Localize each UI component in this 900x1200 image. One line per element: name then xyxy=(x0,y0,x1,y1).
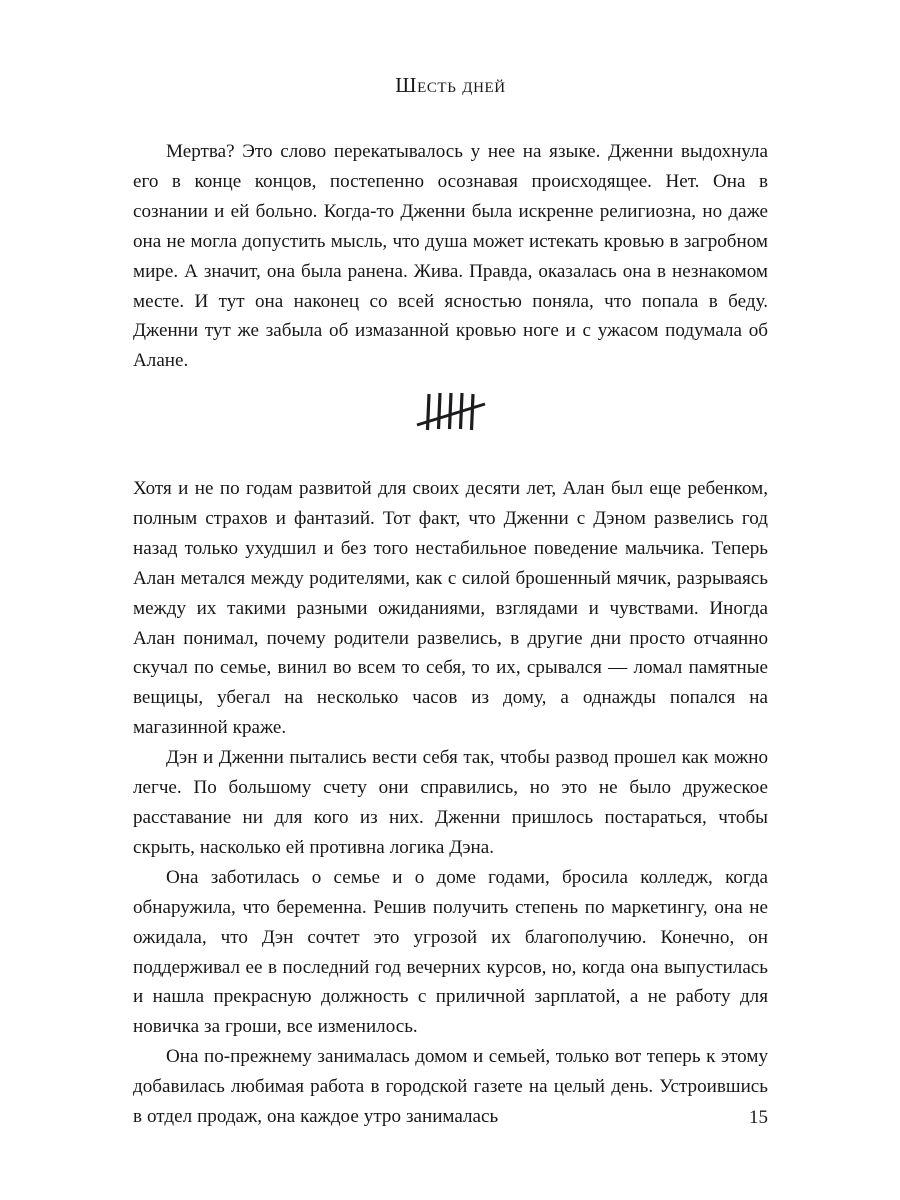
scene-divider xyxy=(133,382,768,442)
body-text-block-lower xyxy=(133,474,768,1132)
tally-mark-five-icon xyxy=(415,390,487,434)
paragraph: Мертва? Это слово перекатывалось у нее на языке. Дженни выдохнула его в конце концов, постепенно осознавая происходящее. Нет. Она в сознании и ей больно. Когда-то Дженни была искренне религиозна, но даже она не могла допустить мысль, что душа может истекать кровью в загробном мире. А значит, она была ранена. Жива. Правда, оказалась она в незнакомом месте. И тут она наконец со всей ясностью поняла, что попала в беду. Дженни тут же забыла об измазанной кровью ноге и с ужасом подумала об Алане. xyxy=(133,141,768,372)
body-text-block-upper xyxy=(133,137,768,376)
chapter-running-head: Шесть дней xyxy=(395,73,506,97)
page-number: 15 xyxy=(749,1107,768,1128)
paragraph: Она заботилась о семье и о доме годами, бросила колледж, когда обнаружила, что беременна. Решив получить степень по маркетингу, она не ожидала, что Дэн сочтет это угрозой их благополучию. Конечно, он поддерживал ее в последний год вечерних курсов, но, когда она выпустилась и нашла прекрасную должность с приличной зарплатой, а не работу для новичка за гроши, все изменилось. xyxy=(133,866,768,1038)
paragraph: Она по-прежнему занималась домом и семьей, только вот теперь к этому добавилась любимая работа в городской газете на целый день. Устроившись в отдел продаж, она каждое утро занималась xyxy=(133,1046,768,1128)
paragraph: Хотя и не по годам развитой для своих десяти лет, Алан был еще ребенком, полным страхов и фантазий. Тот факт, что Дженни с Дэном развелись год назад только ухудшил и без того нестабильное поведение мальчика. Теперь Алан метался между родителями, как с силой брошенный мячик, разрываясь между их такими разными ожиданиями, взглядами и чувствами. Иногда Алан понимал, почему родители развелись, в другие дни просто отчаянно скучал по семье, винил во всем то себя, то их, срывался — ломал памятные вещицы, убегал на несколько часов из дому, а однажды попался на магазинной краже. xyxy=(133,478,768,739)
paragraph: Дэн и Дженни пытались вести себя так, чтобы развод прошел как можно легче. По большому счету они справились, но это не было дружеское расставание ни для кого из них. Дженни пришлось постараться, чтобы скрыть, насколько ей противна логика Дэна. xyxy=(133,747,768,858)
